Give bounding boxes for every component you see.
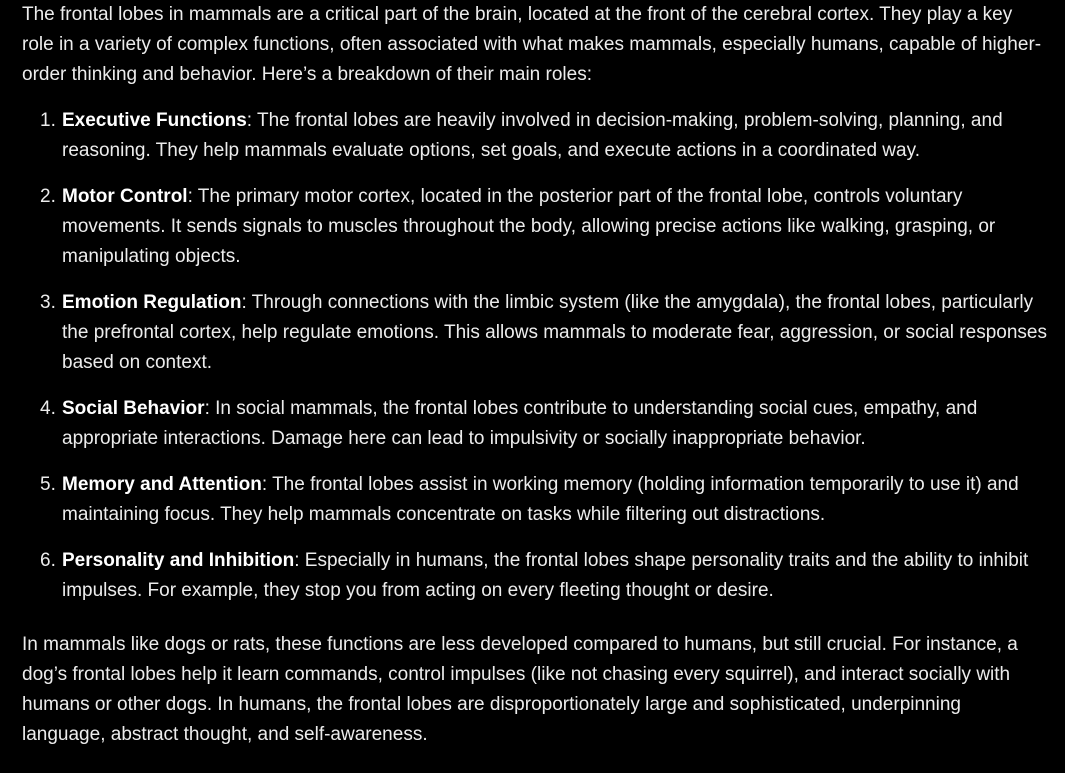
list-item-text: : In social mammals, the frontal lobes contribute to understanding social cues, empathy, and appropriate interactions. Damage here can lead to impulsivity or socially inappropriate behavior. [62,398,978,449]
list-item-title: Executive Functions [62,110,247,131]
list-item-number: 5. [40,474,56,495]
list-item-text: : The frontal lobes assist in working memory (holding information temporarily to use it) and maintaining focus. They help mammals concentrate on tasks while filtering out distractions. [62,474,1019,525]
list-item-number: 3. [40,292,56,313]
list-item [40,394,1047,454]
roles-list [22,106,1047,606]
list-item-text: : Especially in humans, the frontal lobes shape personality traits and the ability to inhibit impulses. For example, they stop you from acting on every fleeting thought or desire. [62,550,1029,601]
list-item-number: 6. [40,550,56,571]
list-item [40,288,1047,378]
list-item-title: Emotion Regulation [62,292,242,313]
list-item [40,106,1047,166]
list-item-text: : Through connections with the limbic system (like the amygdala), the frontal lobes, particularly the prefrontal cortex, help regulate emotions. This allows mammals to moderate fear, aggression, or social responses based on context. [62,292,1047,373]
list-item-title: Memory and Attention [62,474,262,495]
list-item-number: 2. [40,186,56,207]
list-item-title: Social Behavior [62,398,205,419]
list-item-number: 4. [40,398,56,419]
list-item-title: Motor Control [62,186,188,207]
list-item-number: 1. [40,110,56,131]
closing-paragraph: In mammals like dogs or rats, these functions are less developed compared to humans, but still crucial. For instance, a dog’s frontal lobes help it learn commands, control impulses (like not chasing every squirrel), and interact socially with humans or other dogs. In humans, the frontal lobes are disproportionately large and sophisticated, underpinning language, abstract thought, and self-awareness. [22,634,1018,745]
list-item-title: Personality and Inhibition [62,550,295,571]
list-item-text: : The primary motor cortex, located in the posterior part of the frontal lobe, controls voluntary movements. It sends signals to muscles throughout the body, allowing precise actions like walking, grasping, or manipulating objects. [62,186,996,267]
list-item-text: : The frontal lobes are heavily involved in decision-making, problem-solving, planning, and reasoning. They help mammals evaluate options, set goals, and execute actions in a coordinated way. [62,110,1003,161]
list-item [40,546,1047,606]
list-item [40,470,1047,530]
intro-paragraph: The frontal lobes in mammals are a critical part of the brain, located at the front of the cerebral cortex. They play a key role in a variety of complex functions, often associated with what makes mammals, especially humans, capable of higher-order thinking and behavior. Here’s a breakdown of their main roles: [22,4,1042,85]
list-item [40,182,1047,272]
